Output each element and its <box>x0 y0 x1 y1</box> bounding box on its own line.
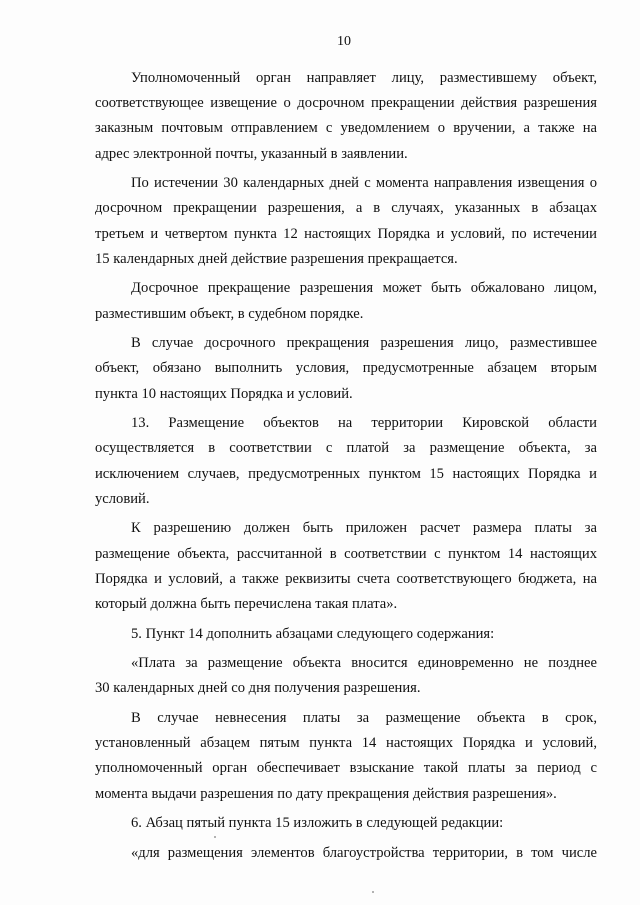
text-line: По истечении 30 календарных дней с момента направления извещения о <box>131 175 597 192</box>
text-line: объект, обязано выполнить условия, предусмотренные абзацем вторым <box>95 360 597 377</box>
scan-artifact <box>372 891 374 893</box>
text-line: В случае невнесения платы за размещение объекта в срок, <box>131 710 597 726</box>
text-line: пункта 10 настоящих Порядка и условий. <box>95 385 353 402</box>
text-line: соответствующее извещение о досрочном прекращении действия разрешения <box>95 95 597 112</box>
paragraph <box>95 706 597 807</box>
paragraph <box>95 841 597 866</box>
text-line: который должна быть перечислена такая плата». <box>95 596 398 613</box>
text-line: уполномоченный орган обеспечивает взыскание такой платы за период с <box>95 760 597 777</box>
text-line: 5. Пункт 14 дополнить абзацами следующего содержания: <box>131 625 495 642</box>
text-line: осуществляется в соответствии с платой за размещение объекта, за <box>95 440 597 457</box>
text-line: условий. <box>95 490 150 507</box>
text-line: «для размещения элементов благоустройства территории, в том числе <box>131 844 597 861</box>
text-line: Досрочное прекращение разрешения может быть обжаловано лицом, <box>131 280 597 297</box>
text-line: 6. Абзац пятый пункта 15 изложить в следующей редакции: <box>131 815 504 832</box>
text-line: разместившим объект, в судебном порядке. <box>95 305 364 322</box>
paragraph <box>95 331 597 407</box>
text-line: 30 календарных дней со дня получения разрешения. <box>95 680 421 697</box>
paragraph <box>95 622 597 647</box>
text-line: «Плата за размещение объекта вносится единовременно не позднее <box>131 655 597 672</box>
text-line: исключением случаев, предусмотренных пунктом 15 настоящих Порядка и <box>95 465 597 482</box>
paragraph <box>95 516 597 617</box>
paragraph <box>95 811 597 836</box>
paragraph <box>95 276 597 326</box>
document-body <box>95 66 597 870</box>
text-line: В случае досрочного прекращения разрешения лицо, разместившее <box>131 335 597 352</box>
text-line: досрочном прекращении разрешения, а в случаях, указанных в абзацах <box>95 200 597 217</box>
scan-artifact <box>214 836 216 838</box>
text-line: Порядка и условий, а также реквизиты счета соответствующего бюджета, на <box>95 570 597 587</box>
text-line: Уполномоченный орган направляет лицу, разместившему объект, <box>131 70 597 86</box>
text-line: момента выдачи разрешения по дату прекращения действия разрешения». <box>95 785 557 802</box>
page-number: 10 <box>337 34 351 49</box>
text-line: 15 календарных дней действие разрешения прекращается. <box>95 250 458 267</box>
text-line: адрес электронной почты, указанный в заявлении. <box>95 145 408 162</box>
text-line: третьем и четвертом пункта 12 настоящих Порядка и условий, по истечении <box>95 225 597 242</box>
text-line: заказным почтовым отправлением с уведомлением о вручении, а также на <box>95 120 597 137</box>
paragraph <box>95 171 597 272</box>
text-line: К разрешению должен быть приложен расчет размера платы за <box>131 520 597 537</box>
text-line: 13. Размещение объектов на территории Кировской области <box>131 415 597 432</box>
text-line: установленный абзацем пятым пункта 14 настоящих Порядка и условий, <box>95 735 597 752</box>
text-line: размещение объекта, рассчитанной в соответствии с пунктом 14 настоящих <box>95 545 597 562</box>
paragraph <box>95 651 597 701</box>
paragraph <box>95 411 597 512</box>
paragraph <box>95 66 597 167</box>
